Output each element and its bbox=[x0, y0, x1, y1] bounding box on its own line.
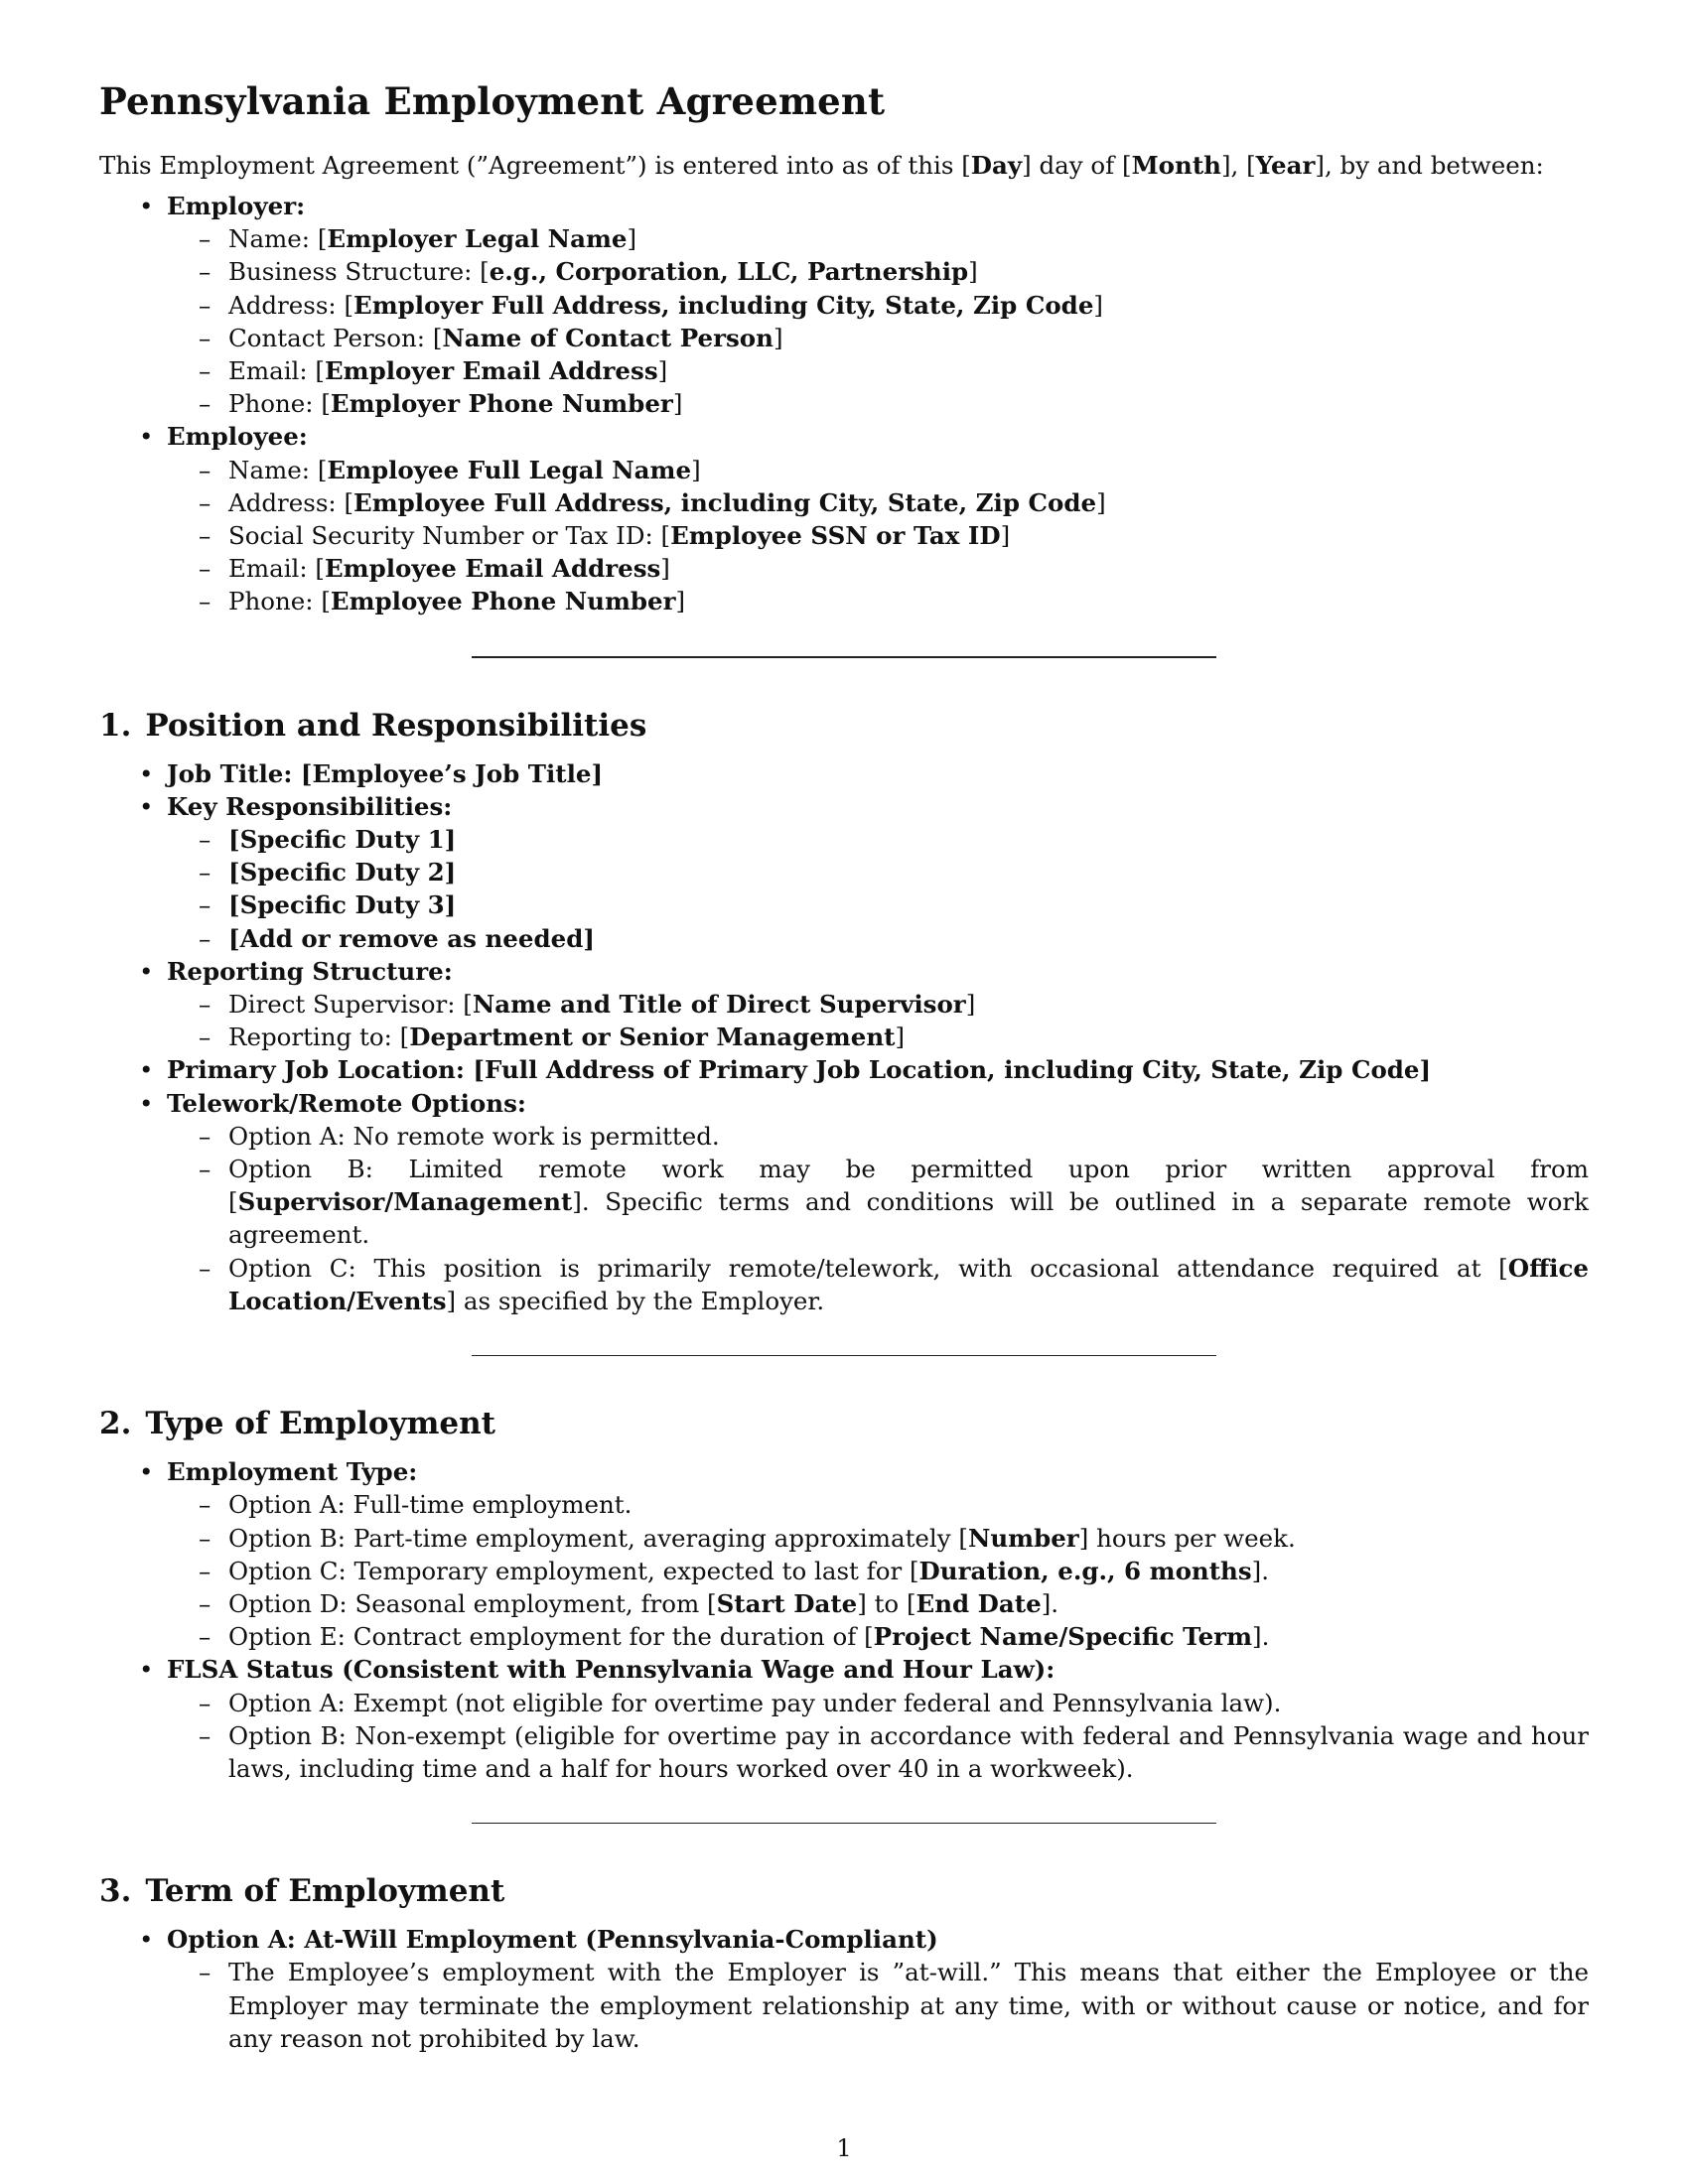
at-will-item: • Option A: At-Will Employment (Pennsylvania-Compliant) – The Employee’s employment with the Employer is ”at-will.” This means that either the Employee or the Employer may terminate the employment relationship at any time, with or without cause or notice, and for any reason not prohibited by law. bbox=[167, 1923, 1589, 2055]
employee-phone: – Phone: [Employee Phone Number] bbox=[228, 585, 1589, 617]
document-page bbox=[99, 79, 1589, 2055]
section-2-list bbox=[99, 1455, 1589, 1785]
reporting-to: – Reporting to: [Department or Senior Management] bbox=[228, 1021, 1589, 1053]
telework-option-b: – Option B: Limited remote work may be permitted upon prior written approval from [Supervisor/Management]. Specific terms and conditions will be outlined in a separate remote work agreement. bbox=[228, 1153, 1589, 1252]
duty-item: – [Add or remove as needed] bbox=[228, 922, 1589, 955]
section-divider bbox=[472, 1823, 1216, 1824]
section-1-heading: 1. Position and Responsibilities bbox=[99, 707, 647, 744]
at-will-details bbox=[167, 1956, 1589, 2055]
flsa-option-a: – Option A: Exempt (not eligible for overtime pay under federal and Pennsylvania law). bbox=[228, 1687, 1589, 1719]
section-1-list bbox=[99, 757, 1589, 1317]
duty-item: – [Specific Duty 3] bbox=[228, 888, 1589, 921]
telework-options bbox=[167, 1120, 1589, 1317]
type-option-d: – Option D: Seasonal employment, from [Start Date] to [End Date]. bbox=[228, 1587, 1589, 1620]
key-responsibilities-item: • Key Responsibilities: – [Specific Duty 1] – [Specific Duty 2] – [Specific Duty 3] – [Add or remove as needed] bbox=[167, 790, 1589, 955]
reporting-list bbox=[167, 988, 1589, 1053]
job-location-item: • Primary Job Location: [Full Address of Primary Job Location, including City, State, Zip Code] bbox=[167, 1053, 1589, 1086]
employer-structure: – Business Structure: [e.g., Corporation, LLC, Partnership] bbox=[228, 255, 1589, 288]
intro-day: Day bbox=[970, 151, 1023, 180]
document-title: Pennsylvania Employment Agreement bbox=[99, 79, 886, 123]
flsa-option-b: – Option B: Non-exempt (eligible for overtime pay in accordance with federal and Pennsylvania wage and hour laws, including time and a half for hours worked over 40 in a workweek). bbox=[228, 1719, 1589, 1785]
employee-name: – Name: [Employee Full Legal Name] bbox=[228, 454, 1589, 486]
duty-item: – [Specific Duty 1] bbox=[228, 823, 1589, 856]
section-3-list bbox=[99, 1923, 1589, 2055]
intro-text: ] day of [ bbox=[1022, 151, 1132, 180]
intro-year: Year bbox=[1255, 151, 1316, 180]
employer-phone: – Phone: [Employer Phone Number] bbox=[228, 387, 1589, 420]
flsa-options bbox=[167, 1687, 1589, 1786]
duties-list bbox=[167, 823, 1589, 955]
intro-text: ], by and between: bbox=[1315, 151, 1544, 180]
section-2-heading: 2. Type of Employment bbox=[99, 1406, 495, 1442]
telework-item: • Telework/Remote Options: – Option A: No remote work is permitted. – Option B: Limited remote work may be permitted upon prior written approval from [Supervisor/Management]. Specific terms and conditions will be outlined in a separate remote work agreement. – Option C: This position is primarily remote/telework, with occasional attendance required at [Office Location/Events] as specified by the Employer. bbox=[167, 1087, 1589, 1317]
reporting-structure-item: • Reporting Structure: – Direct Supervisor: [Name and Title of Direct Supervisor] – Reporting to: [Department or Senior Management] bbox=[167, 955, 1589, 1054]
intro-text: ], [ bbox=[1220, 151, 1256, 180]
employee-email: – Email: [Employee Email Address] bbox=[228, 552, 1589, 585]
intro-month: Month bbox=[1131, 151, 1221, 180]
parties-list bbox=[99, 190, 1589, 618]
page-number: 1 bbox=[836, 2134, 852, 2162]
employee-item bbox=[167, 420, 1589, 617]
flsa-status-item: • FLSA Status (Consistent with Pennsylvania Wage and Hour Law): – Option A: Exempt (not eligible for overtime pay under federal and Pennsylvania law). – Option B: Non-exempt (eligible for overtime pay in accordance with federal and Pennsylvania wage and hour laws, including time and a half for hours worked over 40 in a workweek). bbox=[167, 1653, 1589, 1785]
type-option-e: – Option E: Contract employment for the duration of [Project Name/Specific Term]. bbox=[228, 1620, 1589, 1653]
employee-address: – Address: [Employee Full Address, including City, State, Zip Code] bbox=[228, 486, 1589, 519]
employer-details bbox=[167, 222, 1589, 420]
type-option-a: – Option A: Full-time employment. bbox=[228, 1488, 1589, 1521]
employer-label: Employer: bbox=[167, 192, 306, 220]
direct-supervisor: – Direct Supervisor: [Name and Title of Direct Supervisor] bbox=[228, 988, 1589, 1021]
section-divider bbox=[472, 1355, 1216, 1356]
intro-paragraph bbox=[99, 149, 1589, 182]
duty-item: – [Specific Duty 2] bbox=[228, 856, 1589, 888]
employment-type-item: • Employment Type: – Option A: Full-time employment. – Option B: Part-time employment, averaging approximately [Number] hours per week. – Option C: Temporary employment, expected to last for [Duration, e.g., 6 months]. – Option D: Seasonal employment, from [Start Date] to [End Date]. – Option E: Contract employment for the duration of [Project Name/Specific Term]. bbox=[167, 1455, 1589, 1653]
type-option-c: – Option C: Temporary employment, expected to last for [Duration, e.g., 6 months]. bbox=[228, 1555, 1589, 1587]
employer-item bbox=[167, 190, 1589, 420]
employer-contact: – Contact Person: [Name of Contact Person] bbox=[228, 322, 1589, 354]
telework-option-c: – Option C: This position is primarily remote/telework, with occasional attendance required at [Office Location/Events] as specified by the Employer. bbox=[228, 1252, 1589, 1317]
type-option-b: – Option B: Part-time employment, averaging approximately [Number] hours per week. bbox=[228, 1522, 1589, 1555]
employer-address: – Address: [Employer Full Address, including City, State, Zip Code] bbox=[228, 289, 1589, 322]
employment-type-options bbox=[167, 1488, 1589, 1653]
intro-text: This Employment Agreement (”Agreement”) is entered into as of this [ bbox=[99, 151, 971, 180]
employee-label: Employee: bbox=[167, 422, 308, 452]
employee-ssn: – Social Security Number or Tax ID: [Employee SSN or Tax ID] bbox=[228, 519, 1589, 552]
employer-email: – Email: [Employer Email Address] bbox=[228, 354, 1589, 387]
section-3-heading: 3. Term of Employment bbox=[99, 1873, 505, 1910]
job-title-item: • Job Title: [Employee’s Job Title] bbox=[167, 757, 1589, 790]
section-divider bbox=[472, 656, 1216, 658]
telework-option-a: – Option A: No remote work is permitted. bbox=[228, 1120, 1589, 1153]
at-will-text: – The Employee’s employment with the Employer is ”at-will.” This means that either the Employee or the Employer may terminate the employment relationship at any time, with or without cause or notice, and for any reason not prohibited by law. bbox=[228, 1956, 1589, 2055]
employer-name: – Name: [Employer Legal Name] bbox=[228, 222, 1589, 255]
employee-details bbox=[167, 454, 1589, 618]
